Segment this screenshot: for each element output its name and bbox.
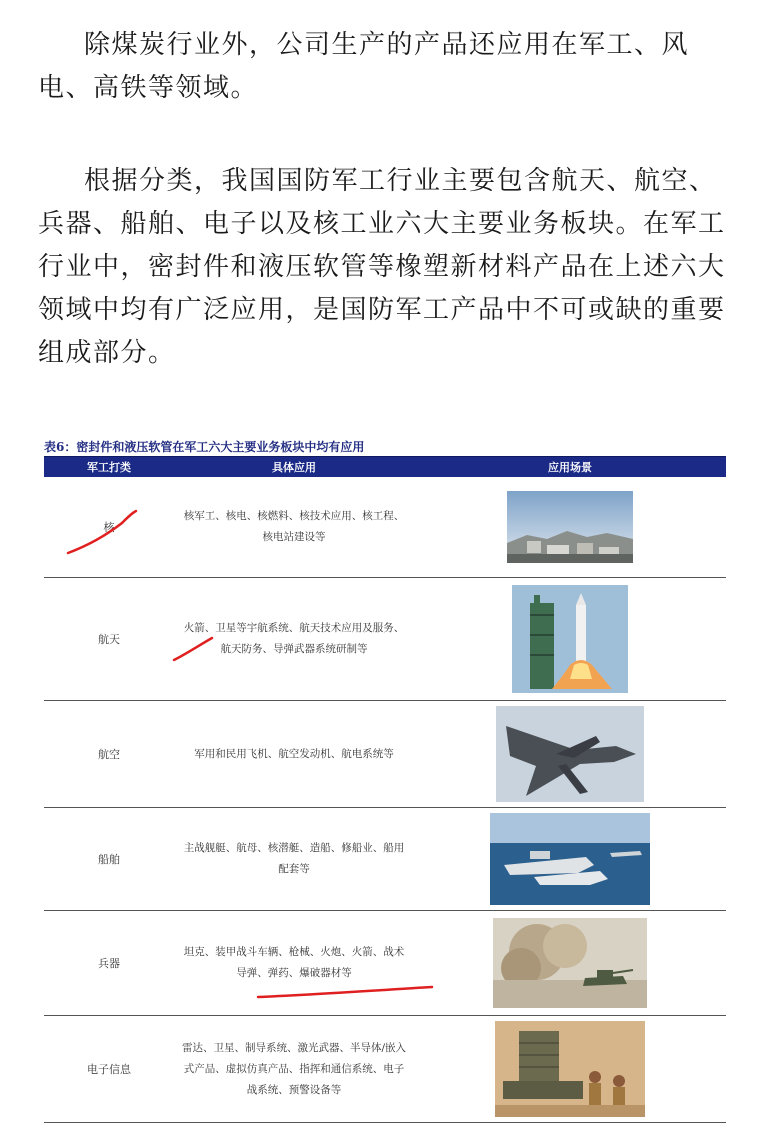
table-row (44, 1016, 726, 1123)
table-row (44, 701, 726, 808)
classification-paragraph-text: 根据分类，我国国防军工行业主要包含航天、航空、兵器、船舶、电子以及核工业六大主要业务板块。在军工行业中，密封件和液压软管等橡塑新材料产品在上述六大领域中均有广泛应用，是国防军工产品中不可或缺的重要组成部分。 (38, 166, 726, 368)
radar-soldiers-photo-icon (414, 1016, 726, 1122)
rocket-launch-photo-icon (414, 578, 726, 700)
row-category: 兵器 (98, 957, 120, 970)
row-application: 军用和民用飞机、航空发动机、航电系统等 (194, 747, 394, 760)
row-category: 航空 (98, 748, 120, 761)
fighter-jet-photo-icon (414, 701, 726, 807)
table-row (44, 808, 726, 911)
row-category: 核 (103, 521, 115, 534)
row-application: 主战舰艇、航母、核潜艇、造船、修船业、船用配套等 (183, 842, 405, 875)
intro-paragraph-text: 除煤炭行业外，公司生产的产品还应用在军工、风电、高铁等领域。 (38, 30, 690, 103)
header-scene: 应用场景 (548, 461, 592, 474)
table-title: 表6：密封件和液压软管在军工六大主要业务板块中均有应用 (44, 440, 365, 454)
classification-paragraph (38, 160, 738, 375)
row-category: 航天 (98, 633, 120, 646)
row-application: 核军工、核电、核燃料、核技术应用、核工程、核电站建设等 (183, 510, 405, 543)
military-application-table (44, 438, 726, 1123)
header-category: 军工打类 (87, 461, 131, 474)
table-header (44, 456, 726, 477)
nuclear-plant-photo-icon (414, 477, 726, 577)
header-application: 具体应用 (272, 461, 316, 474)
row-application: 火箭、卫星等宇航系统、航天技术应用及服务、航天防务、导弹武器系统研制等 (183, 622, 405, 655)
table-row (44, 911, 726, 1016)
tank-explosion-photo-icon (414, 911, 726, 1015)
row-category: 船舶 (98, 853, 120, 866)
row-category: 电子信息 (87, 1063, 131, 1076)
intro-paragraph (38, 24, 738, 110)
row-application: 坦克、装甲战斗车辆、枪械、火炮、火箭、战术导弹、弹药、爆破器材等 (183, 946, 405, 979)
table-row (44, 477, 726, 578)
warship-photo-icon (414, 808, 726, 910)
row-application: 雷达、卫星、制导系统、激光武器、半导体/嵌入式产品、虚拟仿真产品、指挥和通信系统、电子战系统、预警设备等 (181, 1041, 407, 1096)
table-row (44, 578, 726, 701)
